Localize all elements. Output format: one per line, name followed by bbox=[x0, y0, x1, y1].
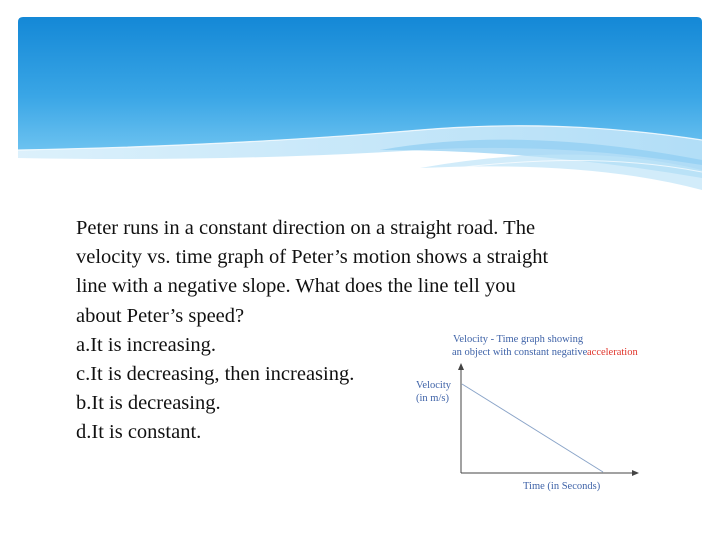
question-text bbox=[76, 214, 656, 448]
x-axis-label: Time (in Seconds) bbox=[523, 481, 601, 492]
graph-title-line-2: an object with constant negative bbox=[452, 347, 588, 358]
answer-option-a: a.It is increasing. bbox=[76, 333, 217, 356]
header-banner bbox=[0, 0, 720, 200]
graph-title-line-1: Velocity - Time graph showing bbox=[453, 334, 584, 345]
answer-option-b: b.It is decreasing. bbox=[76, 392, 221, 415]
answer-option-c: c.It is decreasing, then increasing. bbox=[76, 363, 355, 386]
question-line: about Peter’s speed? bbox=[76, 304, 245, 327]
wave-banner bbox=[0, 0, 720, 200]
graph-title-accent: acceleration bbox=[587, 347, 638, 358]
question-line: velocity vs. time graph of Peter’s motion shows a straight bbox=[76, 246, 549, 269]
question-line: line with a negative slope. What does the line tell you bbox=[76, 275, 516, 298]
x-axis-arrow bbox=[632, 470, 639, 476]
y-axis-unit: (in m/s) bbox=[416, 393, 449, 404]
answer-option-d: d.It is constant. bbox=[76, 421, 202, 444]
y-axis-label: Velocity bbox=[416, 380, 451, 391]
question-line: Peter runs in a constant direction on a straight road. The bbox=[76, 217, 536, 239]
